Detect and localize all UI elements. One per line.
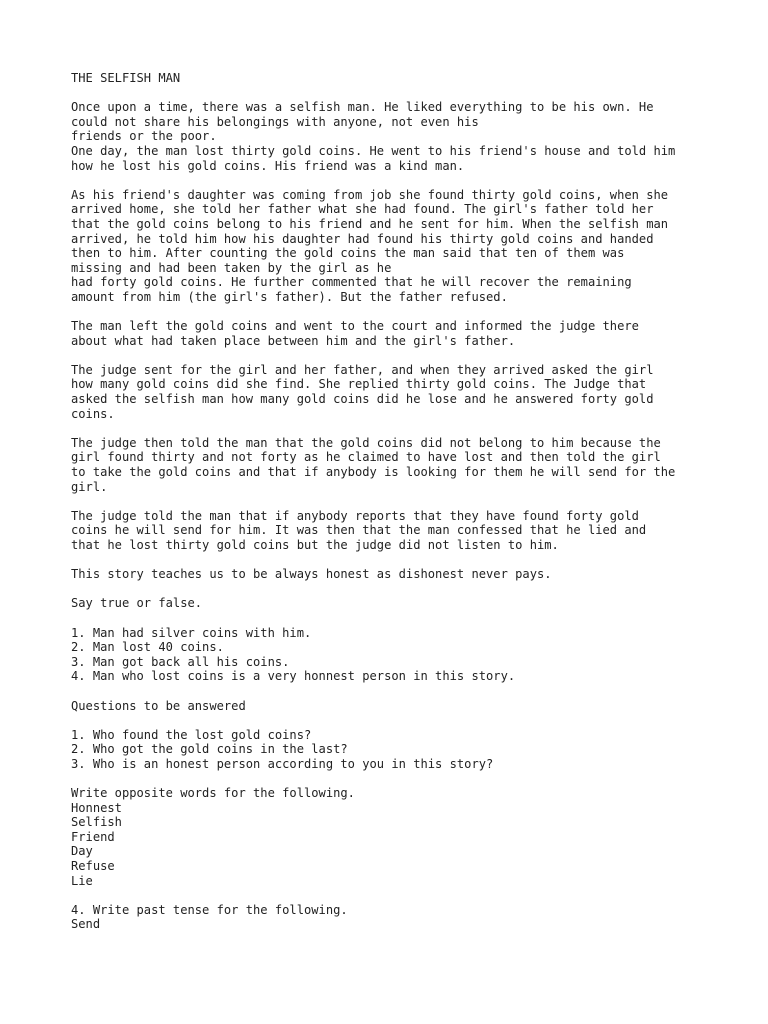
spacer (71, 582, 751, 597)
list-item: 2. Who got the gold coins in the last? (71, 742, 348, 757)
list-item: Lie (71, 873, 93, 888)
text-line: girl. (71, 479, 108, 494)
text-line: One day, the man lost thirty gold coins. He went to his friend's house and told him (71, 143, 676, 158)
true-false-heading: Say true or false. (71, 596, 203, 611)
paragraph-5 (71, 436, 751, 494)
text-line: missing and had been taken by the girl as he (71, 260, 392, 275)
paragraph-2 (71, 188, 751, 305)
paragraph-3 (71, 319, 751, 348)
spacer (71, 173, 751, 188)
spacer (71, 684, 751, 699)
list-item: Refuse (71, 859, 115, 874)
list-item: Selfish (71, 815, 122, 830)
questions-heading: Questions to be answered (71, 698, 246, 713)
text-line: to take the gold coins and that if anybody is looking for them he will send for the (71, 465, 676, 480)
paragraph-4 (71, 363, 751, 421)
spacer (71, 713, 751, 728)
spacer (71, 611, 751, 626)
text-line: asked the selfish man how many gold coins did he lose and he answered forty gold (71, 392, 654, 407)
spacer (71, 348, 751, 363)
text-line: about what had taken place between him and the girl's father. (71, 333, 516, 348)
spacer (71, 553, 751, 568)
text-line: friends or the poor. (71, 129, 217, 144)
opposites-list (71, 801, 751, 889)
list-item: Send (71, 917, 101, 932)
text-line: arrived, he told him how his daughter had found his thirty gold coins and handed (71, 231, 654, 246)
past-tense-heading: 4. Write past tense for the following. (71, 902, 348, 917)
text-line: that the gold coins belong to his friend and he sent for him. When the selfish man (71, 216, 669, 231)
questions-list (71, 728, 751, 772)
past-tense-list (71, 917, 751, 932)
text-line: then to him. After counting the gold coins the man said that ten of them was (71, 246, 625, 261)
text-line: The man left the gold coins and went to the court and informed the judge there (71, 319, 639, 334)
list-item: Honnest (71, 800, 122, 815)
spacer (71, 888, 751, 903)
paragraph-1 (71, 100, 751, 173)
story-title: THE SELFISH MAN (71, 71, 181, 85)
text-line: coins. (71, 406, 115, 421)
text-line: how he lost his gold coins. His friend was a kind man. (71, 158, 465, 173)
paragraph-6 (71, 509, 751, 553)
text-line: could not share his belongings with anyone, not even his (71, 114, 479, 129)
list-item: 4. Man who lost coins is a very honnest person in this story. (71, 669, 516, 684)
text-line: The judge then told the man that the gold coins did not belong to him because the (71, 435, 661, 450)
spacer (71, 494, 751, 509)
text-line: amount from him (the girl's father). But the father refused. (71, 289, 508, 304)
text-line: arrived home, she told her father what she had found. The girl's father told her (71, 202, 654, 217)
text-line: had forty gold coins. He further commented that he will recover the remaining (71, 275, 632, 290)
opposites-heading: Write opposite words for the following. (71, 786, 355, 801)
text-line: how many gold coins did she find. She replied thirty gold coins. The Judge that (71, 377, 647, 392)
text-line: The judge sent for the girl and her father, and when they arrived asked the girl (71, 362, 654, 377)
spacer (71, 772, 751, 787)
list-item: 3. Man got back all his coins. (71, 654, 290, 669)
list-item: 1. Who found the lost gold coins? (71, 727, 312, 742)
text-line: As his friend's daughter was coming from job she found thirty gold coins, when she (71, 187, 669, 202)
text-line: that he lost thirty gold coins but the judge did not listen to him. (71, 538, 559, 552)
text-line: The judge told the man that if anybody reports that they have found forty gold (71, 508, 639, 523)
spacer (71, 86, 751, 101)
list-item: Friend (71, 829, 115, 844)
list-item: 1. Man had silver coins with him. (71, 625, 312, 640)
text-line: Once upon a time, there was a selfish man. He liked everything to be his own. He (71, 100, 654, 115)
text-line: coins he will send for him. It was then that the man confessed that he lied and (71, 523, 647, 538)
spacer (71, 421, 751, 436)
true-false-list (71, 626, 751, 684)
list-item: 3. Who is an honest person according to you in this story? (71, 756, 494, 771)
list-item: 2. Man lost 40 coins. (71, 640, 224, 655)
text-line: girl found thirty and not forty as he claimed to have lost and then told the girl (71, 450, 661, 465)
spacer (71, 305, 751, 320)
document-page (71, 71, 751, 932)
list-item: Day (71, 844, 93, 859)
story-moral: This story teaches us to be always honest as dishonest never pays. (71, 567, 552, 582)
